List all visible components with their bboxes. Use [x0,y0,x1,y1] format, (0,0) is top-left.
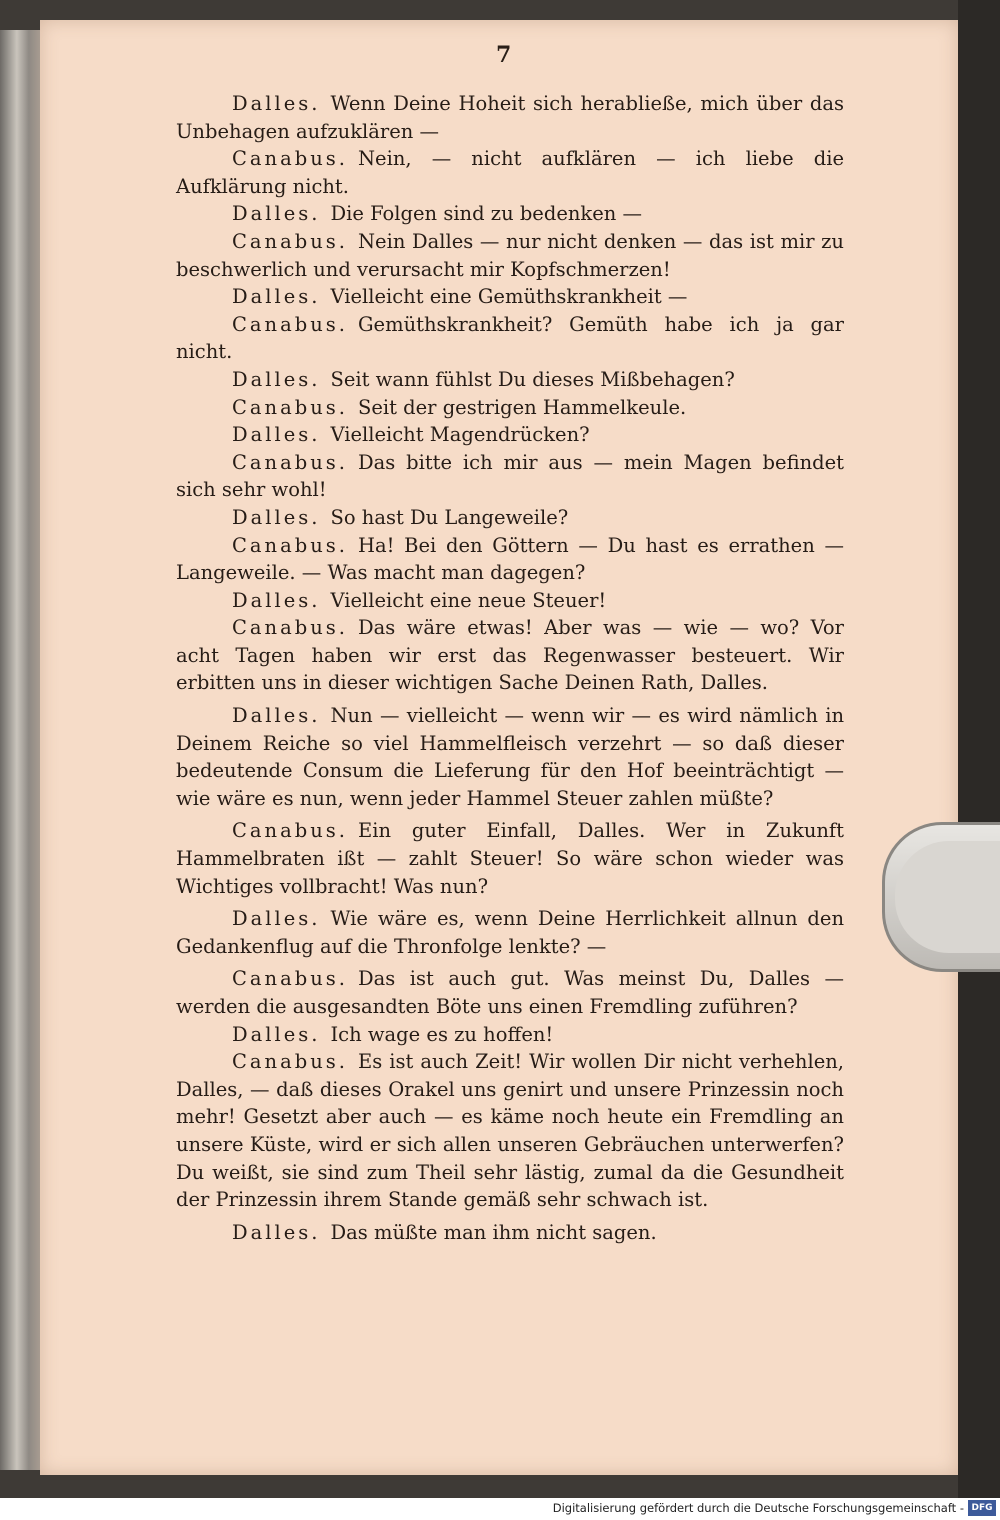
dialogue-line: Seit wann fühlst Du dieses Mißbehagen? [330,367,735,391]
speaker-name: Canabus. [232,967,348,991]
speaker-name: Canabus. [232,450,348,474]
speaker-name: Dalles. [232,588,321,612]
speaker-name: Dalles. [232,92,321,115]
dialogue-line: Das müßte man ihm nicht sagen. [330,1220,657,1244]
speaker-name: Dalles. [232,505,321,529]
speaker-name: Canabus. [232,147,348,171]
dialogue-text [176,90,844,1246]
dialogue-line: Ein guter Einfall, Dalles. Wer in Zukunft Hammelbraten ißt — zahlt Steuer! So wäre schon wieder was Wichtiges vollbracht! Was nun? [176,819,844,898]
speaker-name: Dalles. [232,367,321,391]
dialogue-line: Nun — vielleicht — wenn wir — es wird nämlich in Deinem Reiche so viel Hammelfleisch verzehrt — so daß dieser bedeutende Consum die Lieferung für den Hof beeinträchtigt — wie wäre es nun, wenn jeder Hammel Steuer zahlen müßte? [176,704,844,810]
speaker-name: Dalles. [232,423,321,447]
dialogue-paragraph [176,504,844,532]
speaker-name: Dalles. [232,1022,321,1046]
speaker-name: Canabus. [232,395,348,419]
dialogue-line: Das ist auch gut. Was meinst Du, Dalles — werden die ausgesandten Böte uns einen Fremdling zuführen? [176,967,844,1018]
dialogue-line: Die Folgen sind zu bedenken — [330,202,643,226]
dialogue-line: Nein, — nicht aufklären — ich liebe die Aufklärung nicht. [176,147,844,198]
speaker-name: Canabus. [232,229,348,253]
dialogue-line: Ich wage es zu hoffen! [330,1022,554,1046]
dialogue-paragraph [176,965,844,1020]
speaker-name: Dalles. [232,202,321,226]
page-clip [882,822,1000,972]
speaker-name: Dalles. [232,907,321,931]
funding-notice: Digitalisierung gefördert durch die Deutsche Forschungsgemeinschaft - [552,1501,964,1515]
speaker-name: Dalles. [232,1220,321,1244]
dialogue-line: Seit der gestrigen Hammelkeule. [357,395,687,419]
dialogue-paragraph [176,817,844,900]
dialogue-paragraph [176,200,844,228]
dialogue-line: Vielleicht Magendrücken? [330,423,590,447]
dialogue-paragraph [176,311,844,366]
dialogue-line: Wie wäre es, wenn Deine Herrlichkeit allnun den Gedankenflug auf die Thronfolge lenkte? — [176,907,844,958]
speaker-name: Canabus. [232,533,348,557]
speaker-name: Canabus. [232,616,348,640]
dialogue-paragraph [176,1048,844,1214]
dialogue-line: Das wäre etwas! Aber was — wie — wo? Vor acht Tagen haben wir erst das Regenwasser besteuert. Wir erbitten uns in dieser wichtigen Sache Deinen Rath, Dalles. [176,616,844,695]
dialogue-paragraph [176,394,844,422]
dfg-logo: DFG [968,1500,996,1516]
dialogue-paragraph [176,532,844,587]
dialogue-paragraph [176,905,844,960]
dialogue-paragraph [176,449,844,504]
dialogue-paragraph [176,614,844,697]
dialogue-line: So hast Du Langeweile? [330,505,569,529]
dialogue-line: Gemüthskrankheit? Gemüth habe ich ja gar nicht. [176,312,844,364]
dialogue-paragraph [176,283,844,311]
dialogue-paragraph [176,90,844,145]
dialogue-line: Es ist auch Zeit! Wir wollen Dir nicht verhehlen, Dalles, — daß dieses Orakel uns genirt und unsere Prinzessin noch mehr! Gesetzt aber auch — es käme noch heute ein Fremdling an unsere Küste, wird er sich allen unseren Gebräuchen unterwerfen? Du weißt, sie sind zum Theil sehr lästig, zumal da die Gesundheit der Prinzessin ihrem Stande gemäß sehr schwach ist. [176,1050,844,1212]
speaker-name: Canabus. [232,819,348,843]
dialogue-line: Vielleicht eine neue Steuer! [330,588,607,612]
dialogue-line: Ha! Bei den Göttern — Du hast es errathen — Langeweile. — Was macht man dagegen? [176,533,844,585]
speaker-name: Canabus. [232,312,348,336]
speaker-name: Dalles. [232,285,321,309]
footer-bar [0,1498,1000,1520]
speaker-name: Canabus. [232,1050,348,1074]
dialogue-line: Das bitte ich mir aus — mein Magen befindet sich sehr wohl! [176,450,844,502]
page-clip-inner [895,841,1000,953]
dialogue-paragraph [176,366,844,394]
dialogue-line: Nein Dalles — nur nicht denken — das ist mir zu beschwerlich und verursacht mir Kopfschmerzen! [176,229,844,281]
dialogue-paragraph [176,702,844,812]
dialogue-paragraph [176,1021,844,1049]
dialogue-line: Vielleicht eine Gemüthskrankheit — [330,285,688,309]
dialogue-paragraph [176,421,844,449]
background-edge [958,0,1000,1498]
dialogue-paragraph [176,1219,844,1247]
dialogue-paragraph [176,228,844,283]
dialogue-line: Wenn Deine Hoheit sich herabließe, mich über das Unbehagen aufzuklären — [176,92,844,143]
dialogue-paragraph [176,587,844,615]
page-number: 7 [496,42,512,68]
speaker-name: Dalles. [232,704,321,728]
dialogue-paragraph [176,145,844,200]
